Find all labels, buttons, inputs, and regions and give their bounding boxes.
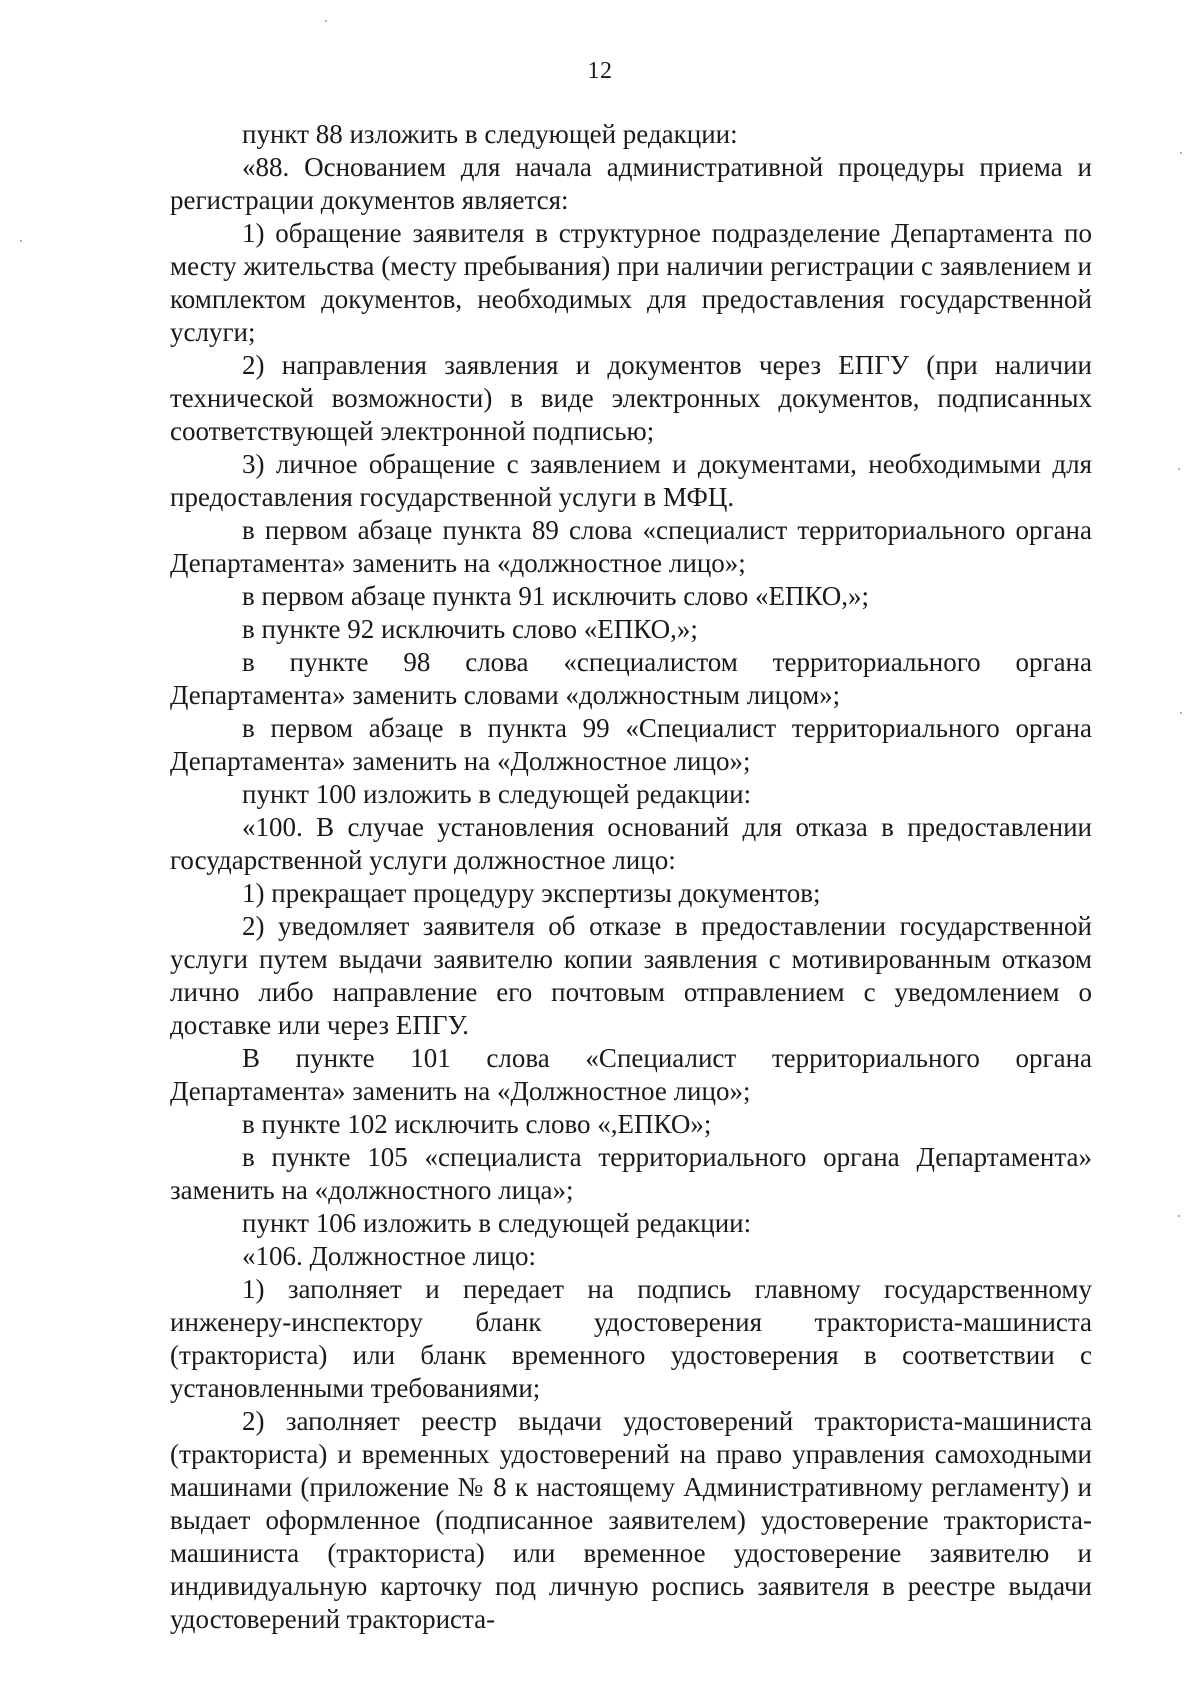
paragraph: в первом абзаце пункта 89 слова «специалист территориального органа Департамента» заменить на «должностное лицо»; xyxy=(170,515,1092,578)
scan-speck xyxy=(1180,152,1182,154)
paragraph: 2) уведомляет заявителя об отказе в предоставлении государственной услуги путем выдачи заявителю копии заявления с мотивированным отказом лично либо направление его почтовым отправлением с уведомлением о доставке или через ЕПГУ. xyxy=(170,911,1092,1040)
document-body xyxy=(170,118,1092,1636)
paragraph: пункт 100 изложить в следующей редакции: xyxy=(242,779,752,809)
paragraph: 1) прекращает процедуру экспертизы документов; xyxy=(242,878,821,908)
paragraph: 2) направления заявления и документов через ЕПГУ (при наличии технической возможности) в виде электронных документов, подписанных соответствующей электронной подписью; xyxy=(170,350,1092,446)
paragraph: в первом абзаце в пункта 99 «Специалист территориального органа Департамента» заменить на «Должностное лицо»; xyxy=(170,713,1092,776)
paragraph: 1) заполняет и передает на подпись главному государственному инженеру-инспектору бланк удостоверения тракториста-машиниста (тракториста) или бланк временного удостоверения в соответствии с установленными требованиями; xyxy=(170,1274,1092,1403)
paragraph: в пункте 98 слова «специалистом территориального органа Департамента» заменить словами «должностным лицом»; xyxy=(170,647,1092,710)
scan-speck xyxy=(325,20,327,22)
paragraph: в пункте 105 «специалиста территориального органа Департамента» заменить на «должностного лица»; xyxy=(170,1142,1092,1205)
scan-speck xyxy=(1178,1215,1180,1217)
scan-speck xyxy=(20,240,22,242)
paragraph: 2) заполняет реестр выдачи удостоверений тракториста-машиниста (тракториста) и временных удостоверений на право управления самоходными машинами (приложение № 8 к настоящему Административному регламенту) и выдает оформленное (подписанное заявителем) удостоверение тракториста-машиниста (тракториста) или временное удостоверение заявителю и индивидуальную карточку под личную роспись заявителя в реестре выдачи удостоверений тракториста- xyxy=(170,1406,1092,1634)
paragraph: пункт 88 изложить в следующей редакции: xyxy=(242,119,738,149)
paragraph: «88. Основанием для начала административной процедуры приема и регистрации документов является: xyxy=(170,152,1092,215)
page-number: 12 xyxy=(587,58,613,84)
paragraph: в пункте 92 исключить слово «ЕПКО,»; xyxy=(242,614,698,644)
paragraph: в пункте 102 исключить слово «,ЕПКО»; xyxy=(242,1109,712,1139)
paragraph: В пункте 101 слова «Специалист территориального органа Департамента» заменить на «Должностное лицо»; xyxy=(170,1043,1092,1106)
scan-speck xyxy=(1178,468,1180,470)
paragraph: 3) личное обращение с заявлением и документами, необходимыми для предоставления государственной услуги в МФЦ. xyxy=(170,449,1092,512)
paragraph: в первом абзаце пункта 91 исключить слово «ЕПКО,»; xyxy=(242,581,870,611)
scan-speck xyxy=(1180,712,1182,714)
paragraph: пункт 106 изложить в следующей редакции: xyxy=(242,1208,752,1238)
paragraph: «106. Должностное лицо: xyxy=(242,1241,536,1271)
paragraph: 1) обращение заявителя в структурное подразделение Департамента по месту жительства (месту пребывания) при наличии регистрации с заявлением и комплектом документов, необходимых для предоставления государственной услуги; xyxy=(170,218,1092,347)
paragraph: «100. В случае установления оснований для отказа в предоставлении государственной услуги должностное лицо: xyxy=(170,812,1092,875)
